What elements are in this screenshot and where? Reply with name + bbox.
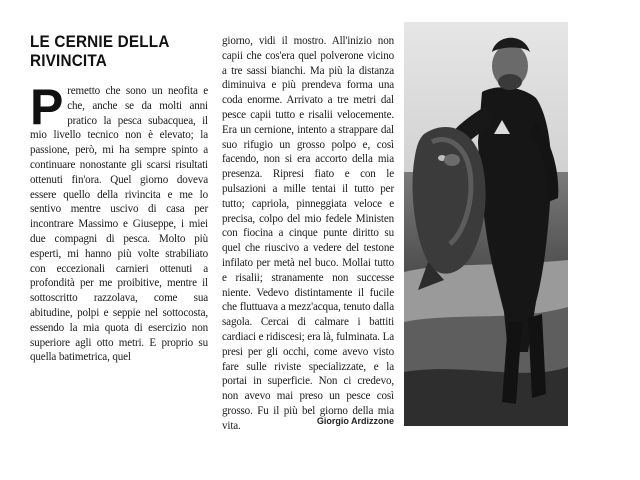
diver-with-grouper-image [404, 22, 568, 426]
article-column-2 [222, 34, 394, 434]
drop-cap: P [30, 79, 64, 135]
article-title: LE CERNIE DELLA RIVINCITA [30, 32, 169, 70]
diver-photo [404, 22, 568, 426]
column-1-text: remetto che sono un neofita e che, anche se da molti anni pratico la pesca subacquea, il mio livello tecnico non è elevato; la passione, però, mi ha sempre spinto a continuare nonostante gli scarsi risultati ottenuti fin'ora. Quel giorno doveva essere quello della rivincita e me lo sentivo mentre uscivo di casa per incontrare Massimo e Giuseppe, i miei due compagni di pesca. Molto più esperti, mi hanno più volte strabiliato con eccezionali carnieri ottenuti a profondità per me proibitive, mentre il sottoscritto razzolava, come sua abitudine, polpi e seppie nel sottocosta, essendo la mia quota di esercizio non superiore agli otto metri. E proprio su quella batimetrica, quel [30, 85, 208, 364]
column-2-text: giorno, vidi il mostro. All'inizio non capii che cos'era quel polverone vicino a tre sassi bianchi. Ma più la distanza diminuiva e più prendeva forma una coda enorme. Arrivato a tre metri dal pesce capii tutto e risalii velocemente. Era un cernione, intento a strappare dal suo rifugio un grosso polpo e, così facendo, non si era accorto della mia presenza. Ripresi fiato e con le pulsazioni a mille tentai il tutto per tutto; capriola, pinneggiata veloce e precisa, colpo del mio fedele Ministen con fiocina a cinque punte diritto su quel che riuscivo a vedere del testone infilato per metà nel buco. Mollai tutto e risalii; stranamente non successe niente. Vedevo distintamente il fucile che fluttuava a mezz'acqua, tenuto dalla sagola. Cercai di calmare i battiti cardiaci e ridiscesi; era là, fulminata. La presi per gli occhi, come avevo visto fare sulle riviste specializzate, e la portai in superficie. Non ci credevo, non avevo mai preso un pesce così grosso. Fu il più bel giorno della mia vita. [222, 35, 394, 432]
article-column-1 [30, 79, 208, 365]
author-signature: Giorgio Ardizzone [316, 416, 394, 426]
